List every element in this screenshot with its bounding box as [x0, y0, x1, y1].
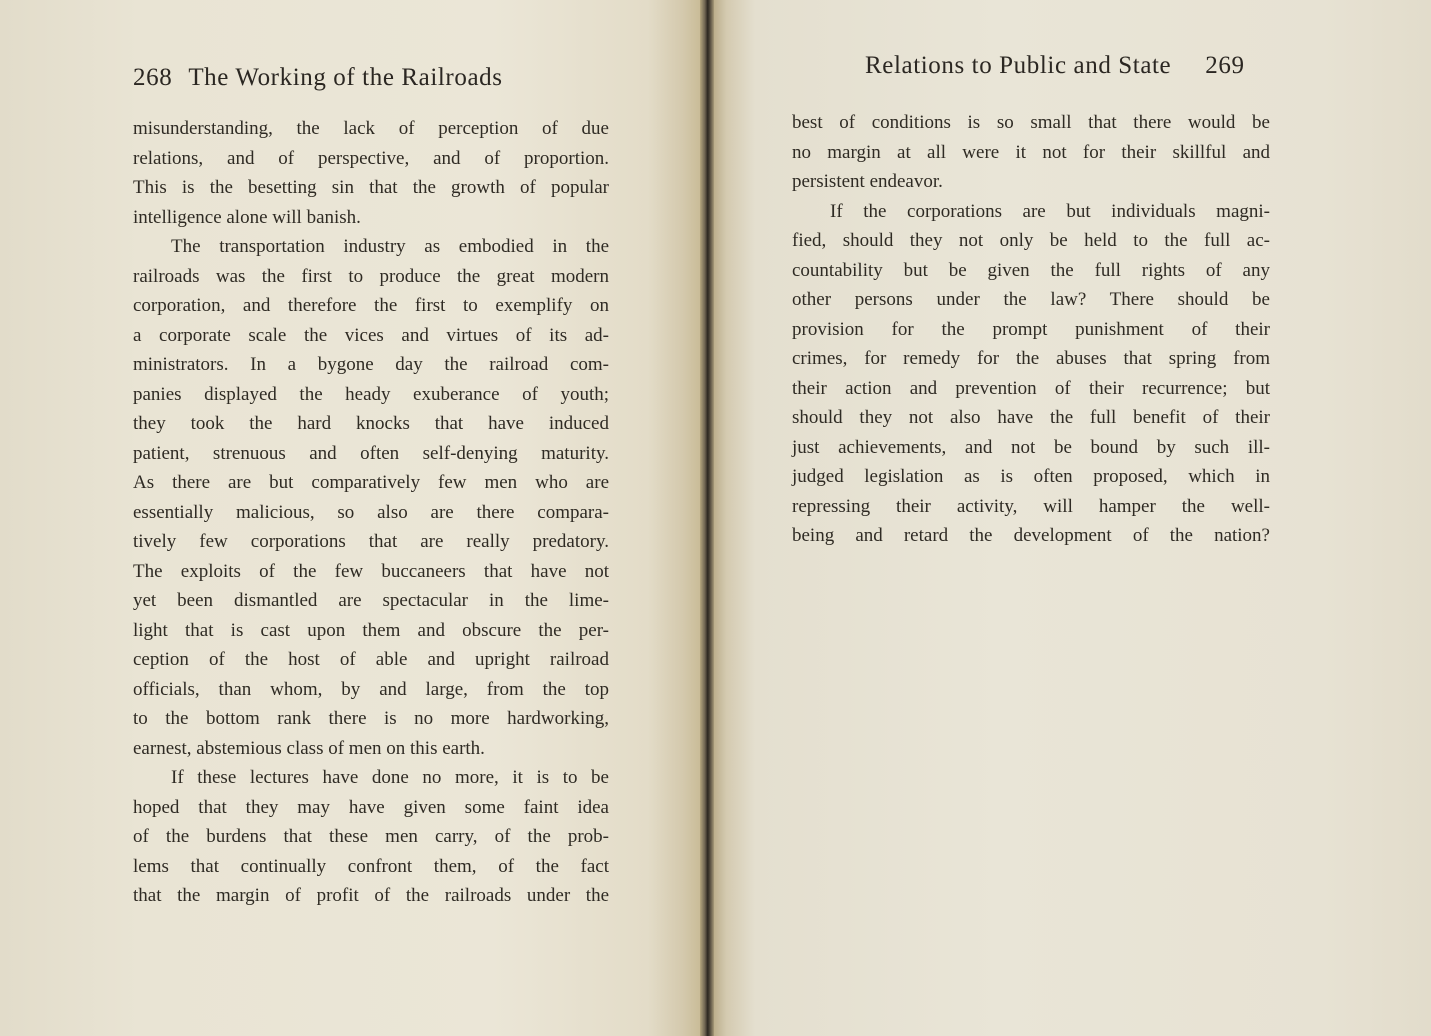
text-line: light that is cast upon them and obscure the per-	[133, 619, 609, 641]
text-line: should they not also have the full benefit of their	[792, 407, 1270, 428]
text-line: judged legislation as is often proposed, which in	[792, 466, 1270, 487]
text-line: ministrators. In a bygone day the railroad com-	[133, 354, 609, 375]
text-line: provision for the prompt punishment of their	[792, 318, 1270, 340]
text-line: tively few corporations that are really predatory.	[133, 531, 609, 552]
text-line: persistent endeavor.	[792, 171, 943, 192]
left-running-head: The Working of the Railroads	[188, 64, 503, 91]
text-line: The exploits of the few buccaneers that have not	[133, 560, 609, 582]
left-body-text	[133, 114, 609, 911]
right-page-number: 269	[1205, 52, 1245, 79]
text-line: no margin at all were it not for their skillful and	[792, 141, 1270, 163]
left-page-header	[133, 64, 503, 92]
text-line: earnest, abstemious class of men on this earth.	[133, 737, 485, 759]
text-line: As there are but comparatively few men who are	[133, 472, 609, 493]
text-line: essentially malicious, so also are there compara-	[133, 501, 609, 523]
text-line: If the corporations are but individuals magni-	[830, 200, 1270, 222]
right-body-text	[792, 108, 1270, 551]
text-line: patient, strenuous and often self-denying maturity.	[133, 442, 609, 464]
text-line: officials, than whom, by and large, from the top	[133, 678, 609, 700]
text-line: intelligence alone will banish.	[133, 206, 361, 228]
text-line: relations, and of perspective, and of proportion.	[133, 147, 609, 169]
text-line: yet been dismantled are spectacular in the lime-	[133, 590, 609, 611]
text-line: crimes, for remedy for the abuses that spring from	[792, 348, 1270, 369]
text-line: that the margin of profit of the railroads under the	[133, 885, 609, 906]
text-line: repressing their activity, will hamper the well-	[792, 495, 1270, 517]
text-line: countability but be given the full rights of any	[792, 259, 1270, 281]
text-line: The transportation industry as embodied in the	[171, 236, 609, 257]
left-page-number: 268	[133, 64, 173, 91]
text-line: they took the hard knocks that have induced	[133, 413, 609, 434]
text-line: best of conditions is so small that there would be	[792, 112, 1270, 133]
text-line: This is the besetting sin that the growth of popular	[133, 177, 609, 198]
text-line: of the burdens that these men carry, of the prob-	[133, 826, 609, 847]
text-line: their action and prevention of their recurrence; but	[792, 377, 1270, 399]
text-line: a corporate scale the vices and virtues of its ad-	[133, 324, 609, 346]
text-line: hoped that they may have given some faint idea	[133, 796, 609, 818]
text-line: being and retard the development of the nation?	[792, 525, 1270, 546]
book-gutter	[700, 0, 714, 1036]
text-line: panies displayed the heady exuberance of youth;	[133, 383, 609, 405]
right-running-head: Relations to Public and State	[865, 52, 1172, 79]
text-line: other persons under the law? There should be	[792, 289, 1270, 310]
text-line: to the bottom rank there is no more hardworking,	[133, 708, 609, 729]
text-line: ception of the host of able and upright railroad	[133, 649, 609, 670]
text-line: just achievements, and not be bound by such ill-	[792, 436, 1270, 458]
text-line: If these lectures have done no more, it is to be	[171, 767, 609, 788]
text-line: corporation, and therefore the first to exemplify on	[133, 295, 609, 316]
text-line: misunderstanding, the lack of perception of due	[133, 118, 609, 139]
right-page-header	[865, 52, 1272, 80]
text-line: railroads was the first to produce the great modern	[133, 265, 609, 287]
text-line: lems that continually confront them, of the fact	[133, 855, 609, 877]
text-line: fied, should they not only be held to the full ac-	[792, 230, 1270, 251]
